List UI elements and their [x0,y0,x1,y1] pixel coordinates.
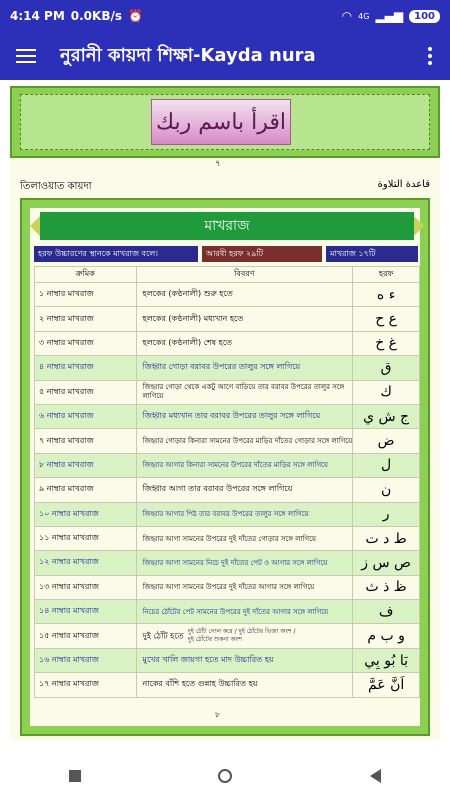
makhraj-frame [20,198,430,736]
calligraphy-image: اقرأ باسم ربك [151,99,291,145]
column-description: বিবরণ [136,267,353,283]
row-description: নাকের বাঁশি হতে গুন্নাহ উচ্চারিত হয় [136,673,353,697]
table-row [35,404,420,428]
table-row [35,331,420,355]
table-row [35,429,420,453]
frame-inner [20,94,430,150]
row-letters: غ خ [353,331,420,355]
table-row [35,380,420,404]
status-right [342,9,440,23]
row-serial: ৭ নাম্বার মাখরাজ [35,429,137,453]
row-description: দুই ঠোঁট হতে [142,631,184,641]
makhraj-table [34,266,420,698]
recent-apps-button[interactable] [69,770,81,782]
row-serial: ৩ নাম্বার মাখরাজ [35,331,137,355]
table-row [35,283,420,307]
menu-button[interactable] [0,32,52,80]
row-letters: و ب م [353,624,420,648]
subhead-makhraj-count: মাখরাজ ১৭টি [326,246,418,262]
table-row [35,502,420,526]
makhraj-banner [40,212,414,240]
column-letters: হরফ [353,267,420,283]
row-letters: ض [353,429,420,453]
table-row [35,648,420,672]
row-description: জিহ্বার আগা সামনের উপরের দুই দাঁতের আগার সঙ্গে লাগিয়ে [136,575,353,599]
left-caption: তিলাওয়াত কায়দা [20,181,92,192]
row-letters: ل [353,453,420,477]
back-button[interactable] [370,769,381,783]
row-letters: اَنَّ عَمَّ [353,673,420,697]
subhead-definition: হরফ উচ্চারণের স্থানকে মাখরাজ বলে। [34,246,198,262]
row-letters: ك [353,380,420,404]
row-serial: ১৬ নাম্বার মাখরাজ [35,648,137,672]
row-serial: ১৪ নাম্বার মাখরাজ [35,600,137,624]
row-serial: ১৫ নাম্বার মাখরাজ [35,624,137,648]
row-description: জিহ্বার আগা তার বরাবর উপরের সঙ্গে লাগিয়ে [136,478,353,502]
subhead-letter-count: আরবী হরফ ২৯টি [202,246,322,262]
alarm-icon: ⏰ [128,9,143,23]
app-title: নুরানী কায়দা শিক্ষা-Kayda nura [60,44,316,66]
home-button[interactable] [218,769,232,783]
row-serial: ৪ নাম্বার মাখরাজ [35,356,137,380]
footer-page-number: ৮ [215,710,221,719]
row-letters: ع ح [353,307,420,331]
row-serial: ১ নাম্বার মাখরাজ [35,283,137,307]
row-description: মুখের খালি জায়গা হতে মাদ উচ্চারিত হয় [136,648,353,672]
column-serial: ক্রমিক [35,267,137,283]
battery-icon: 100 [409,10,440,23]
row-serial: ৬ নাম্বার মাখরাজ [35,404,137,428]
row-letters: ج ش ي [353,404,420,428]
android-nav-bar [0,752,450,800]
banner-left-arrow-icon [30,216,40,236]
row-letters: ن [353,478,420,502]
row-letters: ء ه [353,283,420,307]
table-row [35,453,420,477]
row-description: জিহ্বার গোড়া থেকে একটু আগে বাড়িয়ে তার বরাবর উপরের তালুর সঙ্গে লাগিয়ে [136,380,353,404]
row-description: জিহ্বার আগার পিঠ তার বরাবর উপরের তালুর সঙ্গে লাগিয়ে [136,502,353,526]
row-description: জিহ্বার গোড়ার কিনারা সামনের উপরের মাড়ির দাঁতের গোড়ার সঙ্গে লাগিয়ে [136,429,353,453]
row-note: দুই ঠোঁট গোল করে / দুই ঠোঁটের ভিজা অংশ / দুই ঠোঁটের শুকনা অংশ [187,628,296,644]
row-serial: ২ নাম্বার মাখরাজ [35,307,137,331]
subheading-row [30,246,424,262]
table-row [35,356,420,380]
row-letters: ص س ز [353,551,420,575]
row-description-cell [136,624,353,648]
row-description: জিহ্বার আগা সামনের উপরের দুই দাঁতের গোড়ার সঙ্গে লাগিয়ে [136,526,353,550]
row-serial: ১২ নাম্বার মাখরাজ [35,551,137,575]
row-serial: ১৩ নাম্বার মাখরাজ [35,575,137,599]
banner-right-arrow-icon [414,216,424,236]
row-description: হলকের (কণ্ঠনালী) শেষ হতে [136,331,353,355]
row-description: জিহ্বার গোড়া বরাবর উপরের তালুর সঙ্গে লাগিয়ে [136,356,353,380]
kayda-page [10,86,440,740]
row-description: নিচের ঠোঁটের পেট সামনের উপরের দুই দাঁতের আগার সঙ্গে লাগিয়ে [136,600,353,624]
status-left [10,9,143,23]
table-row [35,551,420,575]
table-row [35,478,420,502]
row-serial: ১১ নাম্বার মাখরাজ [35,526,137,550]
row-letters: ق [353,356,420,380]
more-options-button[interactable] [410,32,450,80]
page-number: ৭ [215,159,221,169]
row-serial: ৫ নাম্বার মাখরাজ [35,380,137,404]
banner-title: মাখরাজ [204,218,250,234]
more-vert-icon [428,47,432,51]
row-letters: ر [353,502,420,526]
signal-icon: ▂▄▆ [375,9,404,23]
row-letters: ط د ت [353,526,420,550]
table-row [35,307,420,331]
row-description: জিহ্বার মধ্যখান তার বরাবর উপরের তালুর সঙ্গে লাগিয়ে [136,404,353,428]
right-caption: قاعدة التلاوة [377,179,430,190]
row-letters: ظ ذ ث [353,575,420,599]
row-letters: بَا بُو بِي [353,648,420,672]
row-serial: ১৭ নাম্বার মাখরাজ [35,673,137,697]
row-serial: ৮ নাম্বার মাখরাজ [35,453,137,477]
row-description: জিহ্বার আগা সামনের নিচে দুই দাঁতের পেট ও আগার সঙ্গে লাগিয়ে [136,551,353,575]
status-speed: 0.0KB/s [70,9,122,23]
wifi-icon: ◠ [341,9,353,23]
table-row [35,575,420,599]
top-decorative-frame [10,86,440,158]
table-header-row [35,267,420,283]
table-row [35,600,420,624]
table-row [35,673,420,697]
row-description: জিহ্বার আগার কিনারা সামনের উপরের দাঁতের মাড়ির সঙ্গে লাগিয়ে [136,453,353,477]
table-row [35,526,420,550]
status-bar [0,0,450,32]
app-toolbar [0,32,450,80]
status-time: 4:14 PM [10,9,65,23]
hamburger-icon [16,47,36,65]
signal-label: 4G [358,11,370,21]
page-header-line [20,179,430,196]
row-letters: ف [353,600,420,624]
makhraj-content [30,208,420,726]
row-serial: ৯ নাম্বার মাখরাজ [35,478,137,502]
row-description: হলকের (কণ্ঠনালী) মধ্যখান হতে [136,307,353,331]
row-description: হলকের (কণ্ঠনালী) শুরু হতে [136,283,353,307]
table-row [35,624,420,648]
row-serial: ১০ নাম্বার মাখরাজ [35,502,137,526]
